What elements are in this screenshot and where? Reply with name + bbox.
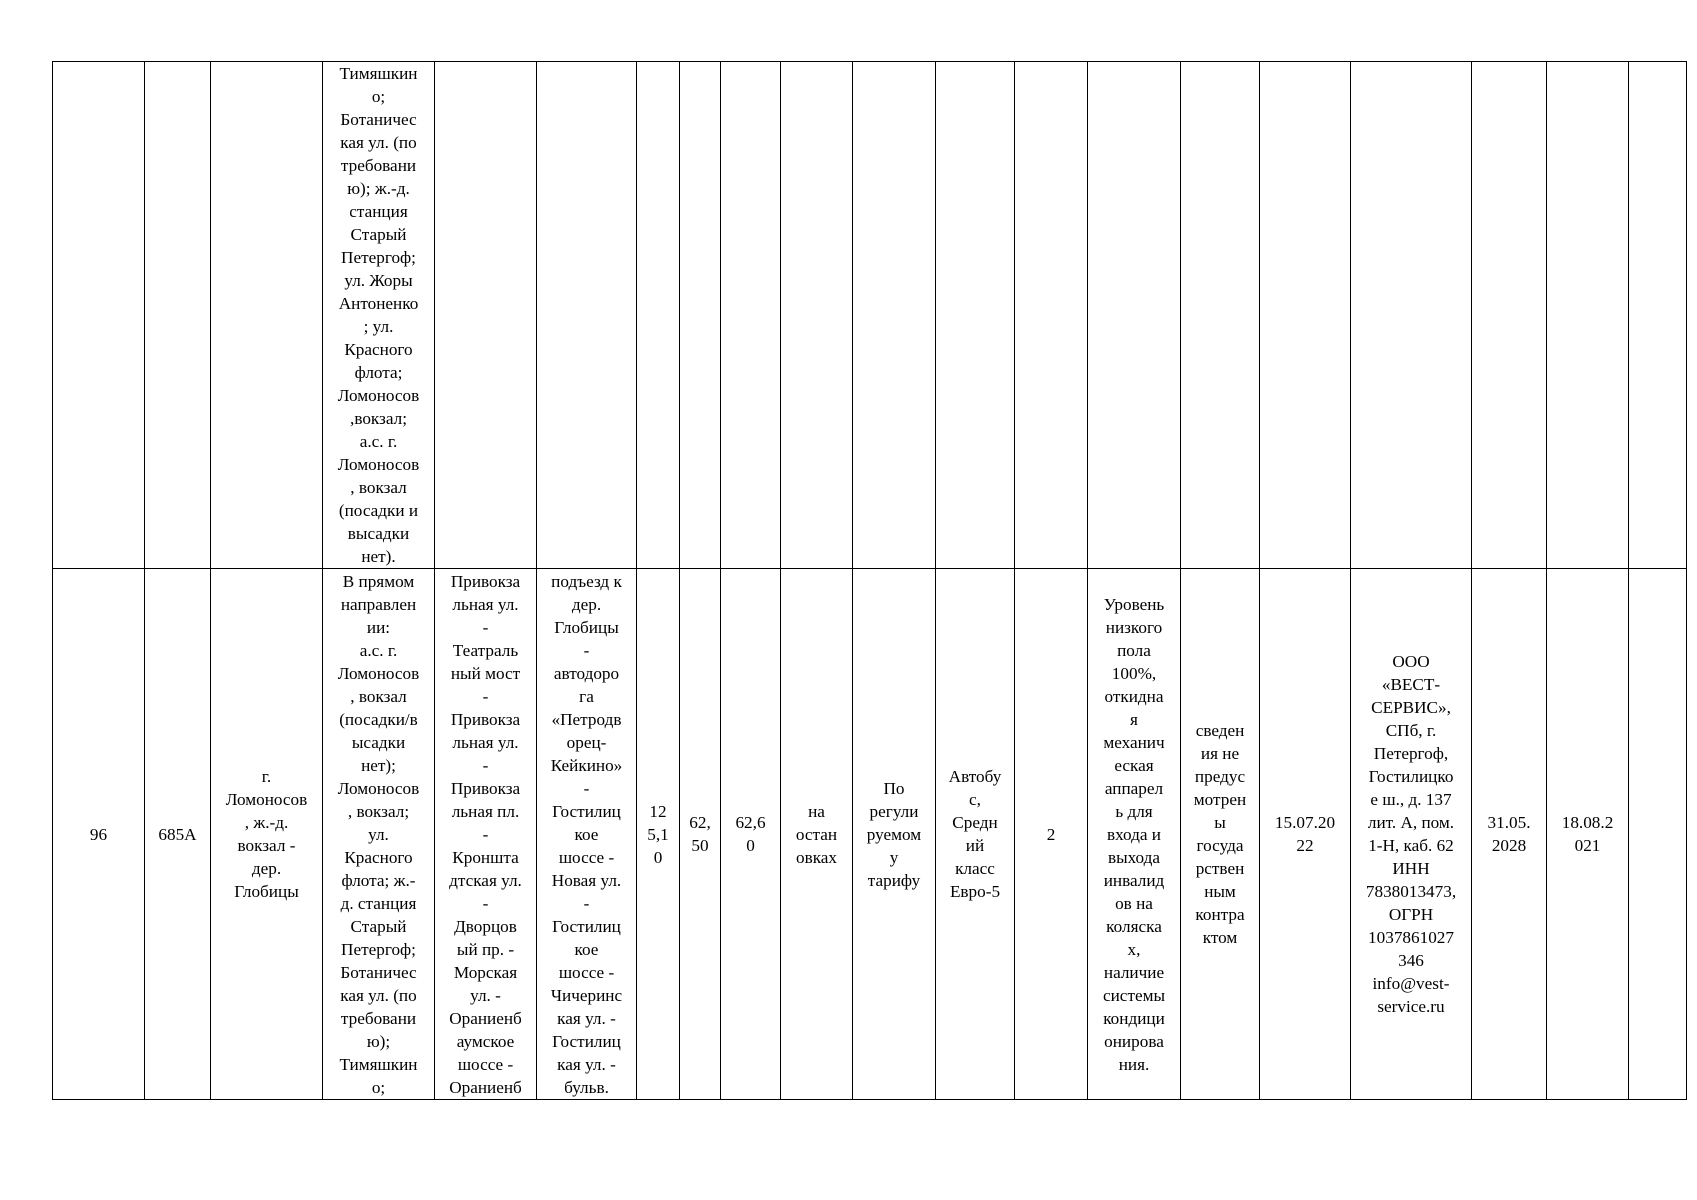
text-line: ктом [1202, 928, 1238, 947]
text-line: кая ул. (по [340, 133, 417, 152]
text-line: станция [349, 202, 408, 221]
text-line: наличие [1103, 962, 1165, 982]
text-line: требовани [340, 156, 417, 175]
cell-empty [853, 62, 936, 569]
text-line: онирова [1104, 1031, 1164, 1051]
text-line: 62, [689, 813, 711, 832]
text-line: кое [574, 939, 599, 959]
text-line: овках [795, 847, 838, 867]
cell-length-total [637, 569, 680, 1100]
text-line: шоссе - [558, 847, 615, 867]
text-line: 31.05. [1487, 813, 1531, 832]
text-line: Петергоф, [1373, 744, 1449, 763]
text-line: дер. [571, 594, 602, 614]
text-line: 346 [1398, 951, 1424, 970]
cell-empty [145, 62, 211, 569]
text-line: 7838013473, [1365, 882, 1457, 901]
text-line: сведен [1195, 721, 1245, 740]
text-line: на [808, 801, 825, 821]
text-line: ь для [1115, 801, 1153, 821]
text-line: 22 [1296, 836, 1314, 855]
text-line: Кейкино» [550, 755, 623, 775]
text-line: 18.08.2 [1561, 813, 1614, 832]
cell-route-name [211, 569, 323, 1100]
text-line: лит. А, пом. [1367, 813, 1455, 832]
cell-empty [781, 62, 853, 569]
text-line: рствен [1195, 859, 1245, 878]
text-line: выхода [1107, 847, 1161, 867]
text-line: «ВЕСТ- [1381, 675, 1441, 694]
text-line: нет). [361, 547, 396, 566]
text-line: коляска [1106, 916, 1162, 936]
text-line: - [482, 755, 489, 775]
text-line: ии: [366, 617, 391, 637]
text-line: высадки [347, 524, 410, 543]
text-line: ния. [1118, 1054, 1150, 1074]
text-line: Старый [350, 916, 407, 936]
text-line: info@vest- [1372, 974, 1450, 993]
text-line: госуда [1196, 836, 1244, 855]
cell-issue-date [1547, 569, 1629, 1100]
text-line: Гостилиц [552, 916, 621, 936]
text-line: , ж.-д. [244, 813, 289, 832]
text-line: , вокзал; [347, 801, 410, 821]
text-line: га [579, 686, 594, 706]
cell-route-number: 685А [145, 569, 211, 1100]
text-line: Тимяшкин [339, 64, 418, 83]
table-row-continuation [53, 62, 1687, 569]
text-line: Красного [344, 847, 413, 867]
cell-boarding-order [781, 569, 853, 1100]
text-line: шоссе - [558, 962, 615, 982]
text-line: Глобицы [234, 882, 299, 901]
text-line: Петергоф; [341, 248, 416, 267]
text-line: 0 [653, 847, 663, 867]
text-line: 15.07.20 [1274, 813, 1336, 832]
text-line: аппарел [1104, 778, 1164, 798]
text-line: ия не [1200, 744, 1240, 763]
text-line: service.ru [1377, 997, 1445, 1016]
text-line: Антоненко [338, 294, 419, 313]
text-line: 2028 [1491, 836, 1527, 855]
text-line: тарифу [867, 870, 921, 890]
text-line: флота; [354, 363, 403, 382]
text-line: Кроншта [452, 847, 519, 867]
cell-empty [53, 62, 145, 569]
text-line: Ораниенб [449, 1008, 522, 1028]
text-line: шоссе - [457, 1054, 514, 1074]
text-line: кая ул. - [557, 1054, 616, 1074]
text-line: пола [1117, 640, 1151, 660]
text-line: Дворцов [454, 916, 517, 936]
text-line: о; [371, 87, 386, 106]
text-line: с, [969, 790, 981, 809]
cell-empty [1181, 62, 1260, 569]
text-line: ул. Жоры [344, 271, 413, 290]
text-line: СЕРВИС», [1371, 698, 1451, 717]
text-line: Чичеринс [550, 985, 623, 1005]
cell-empty [1015, 62, 1088, 569]
text-line: ю); ж.-д. [347, 179, 410, 198]
text-line: дтская ул. [449, 870, 522, 890]
text-line: аумское [456, 1031, 515, 1051]
text-line: , вокзал [350, 686, 407, 706]
cell-empty [1260, 62, 1351, 569]
text-line: а.с. г. [359, 640, 398, 660]
text-line: 50 [691, 836, 709, 855]
text-line: Ломоносов [337, 386, 420, 405]
text-line: ысадки [351, 732, 406, 752]
text-line: вокзал - [237, 836, 296, 855]
text-line: Автобу [948, 767, 1002, 786]
text-line: Петергоф; [341, 939, 416, 959]
text-line: е ш., д. 137 [1370, 790, 1452, 809]
text-line: 100%, [1111, 663, 1157, 683]
text-line: флота; ж.- [341, 870, 416, 890]
text-line: у [889, 847, 899, 867]
text-line: ,вокзал; [350, 409, 407, 428]
cell-tariff [853, 569, 936, 1100]
text-line: я [1130, 709, 1138, 729]
text-line: ул. - [470, 985, 501, 1005]
text-line: класс [955, 859, 995, 878]
cell-streets [435, 569, 537, 1100]
cell-empty [211, 62, 323, 569]
text-line: льная пл. [451, 801, 520, 821]
text-line: По [883, 778, 905, 798]
text-line: автодоро [553, 663, 620, 683]
text-line: 1037861027 [1368, 928, 1454, 947]
text-line: СПб, г. [1385, 721, 1437, 740]
cell-reg-number: 96 [53, 569, 145, 1100]
cell-contract-info [1181, 569, 1260, 1100]
text-line: предус [1194, 767, 1246, 786]
cell-vehicle-characteristics [1088, 569, 1181, 1100]
text-line: Привокза [450, 571, 521, 591]
text-line: ы [1214, 813, 1226, 832]
text-line: г. [261, 767, 272, 786]
text-line: Театраль [452, 640, 519, 660]
text-line: Красного [344, 340, 413, 359]
text-line: 5,1 [647, 824, 669, 844]
text-line: системы [1102, 985, 1166, 1005]
cell-roads [537, 569, 637, 1100]
text-line: - [583, 778, 590, 798]
text-line: направлен [340, 594, 417, 614]
text-line: Глобицы [554, 617, 619, 637]
text-line: ООО [1392, 652, 1430, 671]
cell-empty [1547, 62, 1629, 569]
cell-empty [537, 62, 637, 569]
cell-length-forward [680, 569, 721, 1100]
text-line: кая ул. (по [340, 985, 417, 1005]
text-line: контра [1195, 905, 1245, 924]
text-line: 0 [746, 836, 755, 855]
text-line: кая ул. - [557, 1008, 616, 1028]
text-line: Ораниенб [449, 1077, 522, 1097]
text-line: льная ул. [452, 732, 519, 752]
text-line: Гостилицко [1368, 767, 1454, 786]
cell-valid-until [1472, 569, 1547, 1100]
text-line: ИНН [1392, 859, 1430, 878]
table-row-route-96 [53, 569, 1687, 1100]
text-line: ный мост [450, 663, 521, 683]
text-line: ий [965, 836, 985, 855]
text-line: (посадки/в [339, 709, 418, 729]
text-line: Тимяшкин [339, 1054, 418, 1074]
cell-vehicle-count: 2 [1015, 569, 1088, 1100]
text-line: х, [1127, 939, 1141, 959]
text-line: Ботаничес [340, 110, 417, 129]
text-line: «Петродв [551, 709, 622, 729]
text-line: ул. [368, 824, 389, 844]
text-line: Уровень [1103, 594, 1165, 614]
text-line: кое [574, 824, 599, 844]
cell-empty [680, 62, 721, 569]
text-line: Новая ул. [551, 870, 622, 890]
cell-extra [1629, 569, 1687, 1100]
cell-carrier [1351, 569, 1472, 1100]
text-line: о; [371, 1077, 386, 1097]
text-line: Привокза [450, 778, 521, 798]
text-line: Ломоносов [337, 455, 420, 474]
cell-empty [721, 62, 781, 569]
text-line: - [583, 640, 590, 660]
text-line: Гостилиц [552, 801, 621, 821]
text-line: инвалид [1103, 870, 1165, 890]
text-line: 12 [649, 801, 667, 821]
text-line: , вокзал [350, 478, 407, 497]
text-line: нет); [361, 755, 396, 775]
text-line: Гостилиц [552, 1031, 621, 1051]
cell-length-back [721, 569, 781, 1100]
text-line: Средн [952, 813, 998, 832]
text-line: д. станция [340, 893, 417, 913]
cell-empty [1472, 62, 1547, 569]
cell-empty [936, 62, 1015, 569]
cell-start-date [1260, 569, 1351, 1100]
text-line: 1-Н, каб. 62 [1368, 836, 1454, 855]
text-line: Морская [453, 962, 518, 982]
text-line: Ботаничес [340, 962, 417, 982]
text-line: 62,6 [735, 813, 766, 832]
text-line: подъезд к [551, 571, 622, 591]
text-line: - [482, 617, 489, 637]
cell-empty [1351, 62, 1472, 569]
text-line: еская [1114, 755, 1154, 775]
text-line: Ломоносов [225, 790, 308, 809]
text-line: - [482, 893, 489, 913]
text-line: Старый [350, 225, 407, 244]
text-line: Ломоносов [337, 778, 420, 798]
cell-stops-continuation [323, 62, 435, 569]
cell-empty [1088, 62, 1181, 569]
text-line: механич [1103, 732, 1165, 752]
text-line: ый пр. - [456, 939, 515, 959]
text-line: - [482, 686, 489, 706]
text-line: регули [869, 801, 919, 821]
text-line: а.с. г. [359, 432, 398, 451]
text-line: 021 [1574, 836, 1601, 855]
text-line: откидна [1104, 686, 1164, 706]
text-line: (посадки и [338, 501, 419, 520]
cell-empty [1629, 62, 1687, 569]
text-line: бульв. [564, 1077, 609, 1097]
text-line: ОГРН [1388, 905, 1434, 924]
cell-empty [435, 62, 537, 569]
cell-vehicle [936, 569, 1015, 1100]
text-line: Привокза [450, 709, 521, 729]
text-line: орец- [566, 732, 607, 752]
text-line: входа и [1106, 824, 1162, 844]
text-line: ю); [366, 1031, 391, 1051]
text-line: Ломоносов [337, 663, 420, 683]
text-line: дер. [251, 859, 282, 878]
text-line: руемом [866, 824, 922, 844]
text-line: ным [1204, 882, 1236, 901]
text-line: остан [795, 824, 838, 844]
cell-empty [637, 62, 680, 569]
text-line: - [482, 824, 489, 844]
route-registry-table [52, 61, 1687, 1100]
text-line: низкого [1105, 617, 1163, 637]
cell-stops [323, 569, 435, 1100]
text-line: льная ул. [452, 594, 519, 614]
text-line: мотрен [1193, 790, 1247, 809]
text-line: Евро-5 [949, 882, 1001, 901]
text-line: - [583, 893, 590, 913]
text-line: требовани [340, 1008, 417, 1028]
text-line: ; ул. [363, 317, 394, 336]
text-line: кондици [1103, 1008, 1165, 1028]
text-line: ов на [1115, 893, 1153, 913]
text-line: В прямом [342, 571, 415, 591]
